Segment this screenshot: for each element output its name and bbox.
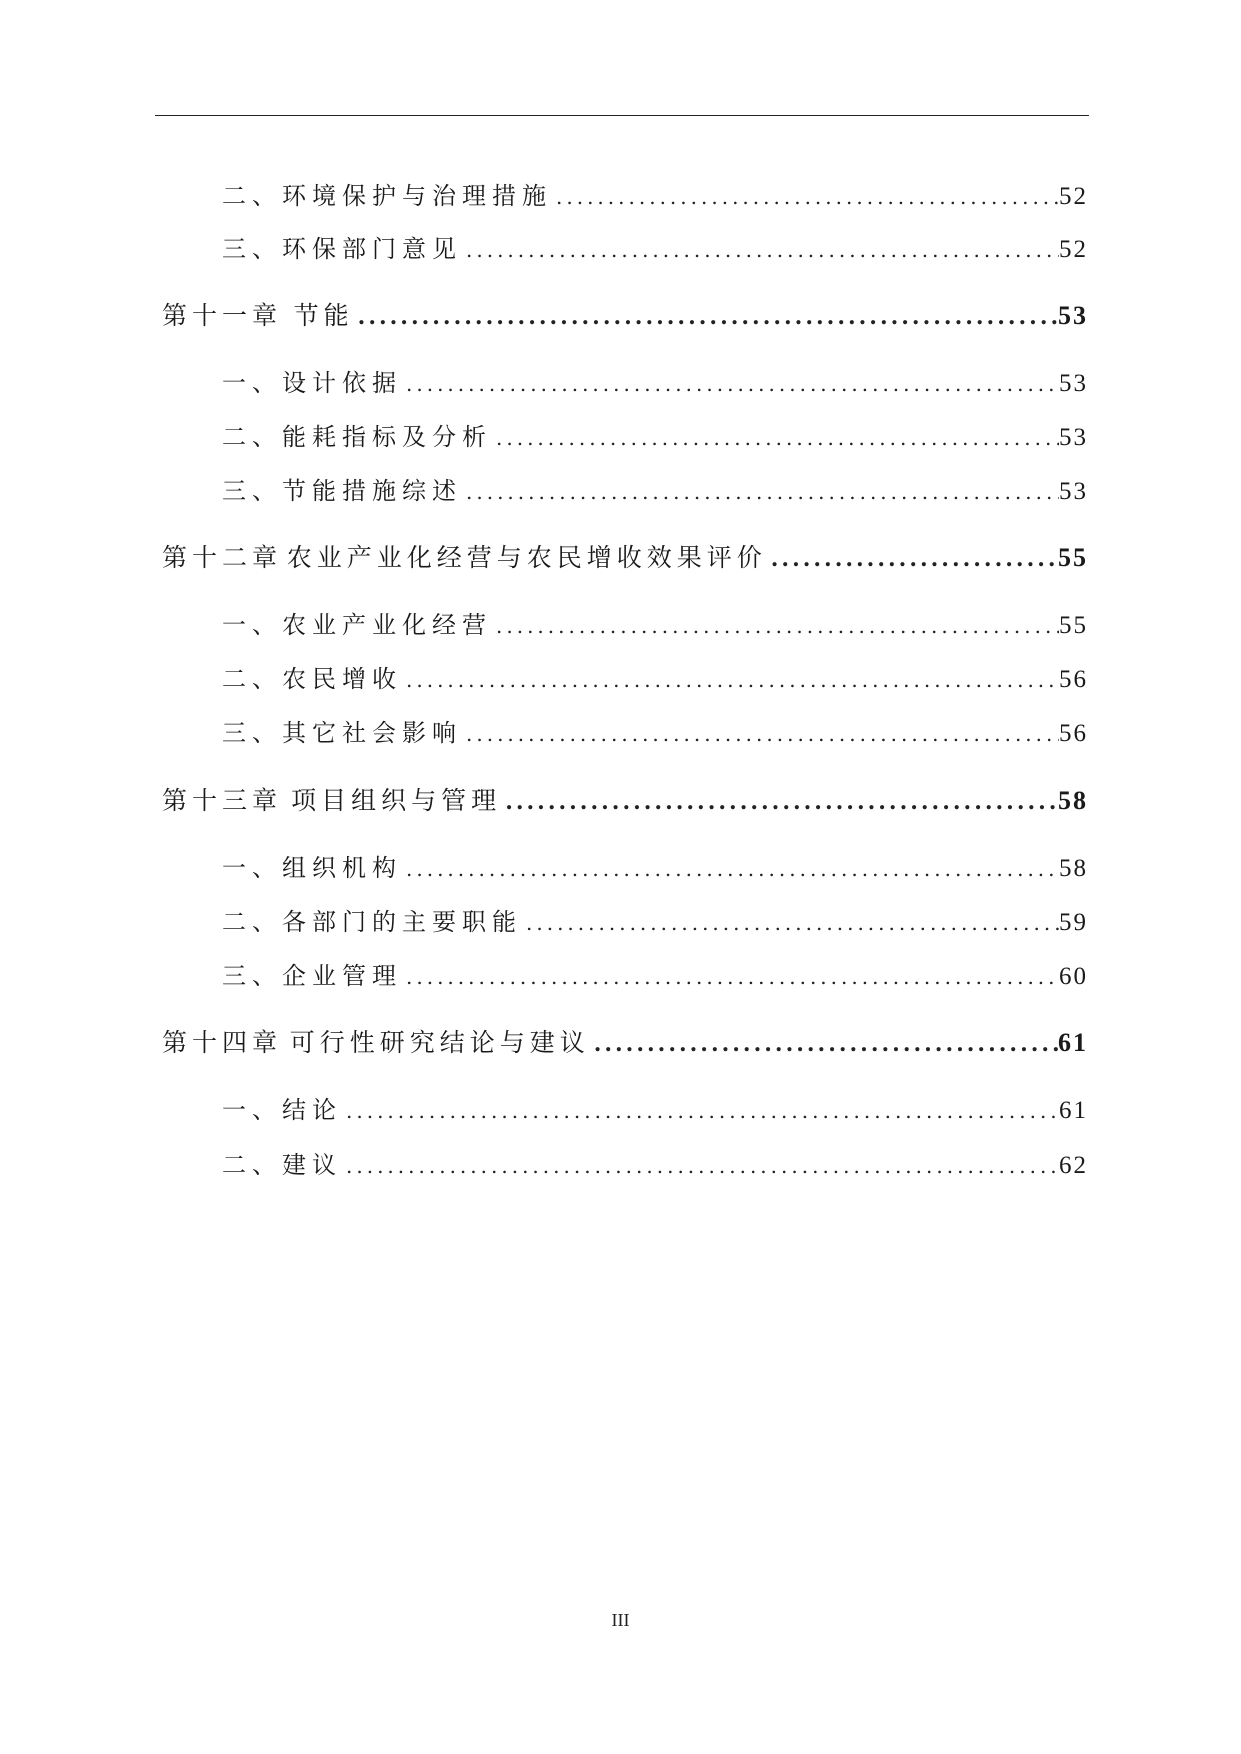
toc-entry-page: 53 <box>1059 370 1088 397</box>
toc-chapter-title: 可行性研究结论与建议 <box>289 1028 590 1057</box>
toc-entry-section[interactable] <box>222 904 1088 940</box>
toc-entry-page: 61 <box>1058 1028 1088 1057</box>
toc-chapter-title: 节能 <box>293 301 354 330</box>
toc-entry-page: 52 <box>1059 236 1088 263</box>
dot-leader <box>402 851 1059 887</box>
toc-entry-chapter[interactable] <box>162 783 1088 819</box>
dot-leader <box>342 1148 1059 1184</box>
toc-entry-section[interactable] <box>222 715 1088 751</box>
dot-leader <box>462 716 1059 752</box>
toc-entry-label: 二、农民增收 <box>222 665 402 693</box>
toc-entry-label: 二、各部门的主要职能 <box>222 908 522 936</box>
toc-entry-chapter[interactable] <box>162 1025 1088 1061</box>
toc-entry-label: 二、建议 <box>222 1151 342 1179</box>
dot-leader <box>590 1026 1058 1062</box>
toc-chapter-number: 第十一章 <box>162 301 283 330</box>
toc-entry-label: 一、农业产业化经营 <box>222 611 492 639</box>
toc-entry-page: 56 <box>1059 666 1088 693</box>
toc-entry-label: 二、能耗指标及分析 <box>222 423 492 451</box>
toc-entry-section[interactable] <box>222 1092 1088 1128</box>
toc-entry-page: 58 <box>1058 786 1088 815</box>
toc-entry-section[interactable] <box>222 661 1088 697</box>
toc-chapter-number: 第十四章 <box>162 1028 283 1057</box>
dot-leader <box>552 179 1059 215</box>
page-number: III <box>611 1610 630 1630</box>
toc-entry-section[interactable] <box>222 850 1088 886</box>
toc-entry-chapter[interactable] <box>162 540 1088 576</box>
dot-leader <box>767 541 1058 577</box>
toc-entry-section[interactable] <box>222 178 1088 214</box>
toc-chapter-title: 农业产业化经营与农民增收效果评价 <box>286 543 767 572</box>
toc-entry-label: 三、其它社会影响 <box>222 719 462 747</box>
toc-entry-section[interactable] <box>222 607 1088 643</box>
toc-entry-page: 59 <box>1059 909 1088 936</box>
dot-leader <box>342 1093 1059 1129</box>
dot-leader <box>501 784 1058 820</box>
toc-entry-section[interactable] <box>222 1147 1088 1183</box>
dot-leader <box>402 662 1059 698</box>
toc-entry-section[interactable] <box>222 958 1088 994</box>
toc-entry-section[interactable] <box>222 419 1088 455</box>
toc-chapter-title: 项目组织与管理 <box>291 786 502 815</box>
dot-leader <box>354 299 1058 335</box>
toc-entry-label: 一、结论 <box>222 1096 342 1124</box>
toc-entry-label: 三、企业管理 <box>222 962 402 990</box>
toc-entry-page: 62 <box>1059 1152 1088 1179</box>
toc-chapter-number: 第十二章 <box>162 543 283 572</box>
toc-entry-page: 53 <box>1059 424 1088 451</box>
dot-leader <box>492 608 1059 644</box>
toc-entry-chapter[interactable] <box>162 298 1088 334</box>
toc-entry-label: 三、环保部门意见 <box>222 235 462 263</box>
toc-entry-page: 60 <box>1059 963 1088 990</box>
dot-leader <box>462 232 1059 268</box>
toc-entry-page: 55 <box>1058 543 1088 572</box>
dot-leader <box>462 474 1059 510</box>
dot-leader <box>522 905 1059 941</box>
dot-leader <box>492 420 1059 456</box>
toc-chapter-number: 第十三章 <box>162 786 283 815</box>
toc-entry-page: 52 <box>1059 183 1088 210</box>
toc-entry-page: 56 <box>1059 720 1088 747</box>
toc-entry-label: 二、环境保护与治理措施 <box>222 182 552 210</box>
toc-entry-label: 三、节能措施综述 <box>222 477 462 505</box>
toc-entry-label: 一、组织机构 <box>222 854 402 882</box>
toc-entry-section[interactable] <box>222 231 1088 267</box>
toc-entry-section[interactable] <box>222 473 1088 509</box>
toc-entry-page: 53 <box>1059 478 1088 505</box>
toc-entry-page: 53 <box>1058 301 1088 330</box>
dot-leader <box>402 366 1059 402</box>
toc-entry-page: 58 <box>1059 855 1088 882</box>
dot-leader <box>402 959 1059 995</box>
toc-entry-label: 一、设计依据 <box>222 369 402 397</box>
toc-entry-section[interactable] <box>222 365 1088 401</box>
toc-entry-page: 61 <box>1059 1097 1088 1124</box>
toc-entry-page: 55 <box>1059 612 1088 639</box>
